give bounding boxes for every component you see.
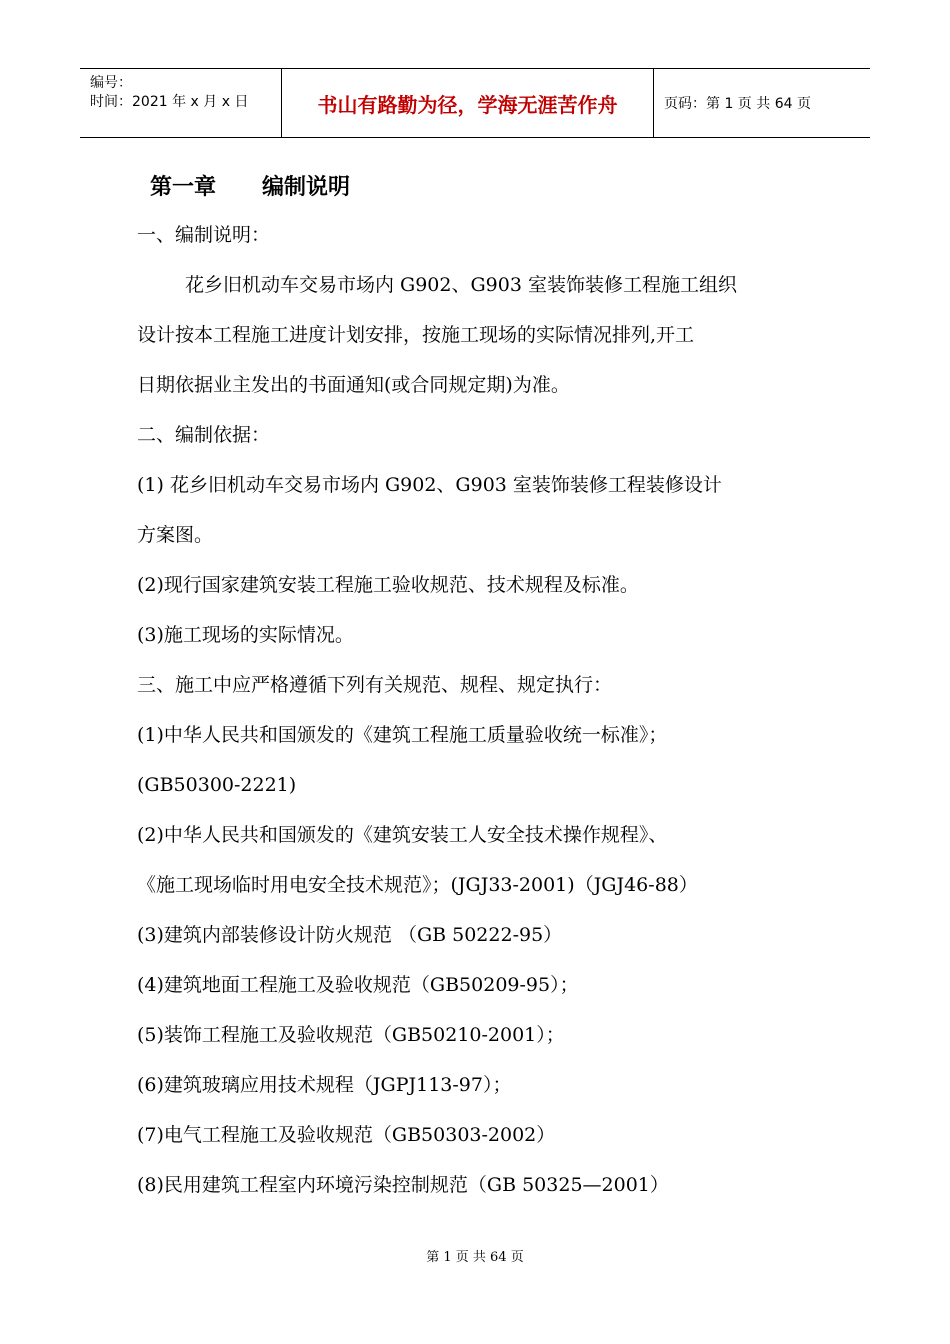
time-label: 时间：2021 年 x 月 x 日 xyxy=(90,94,249,110)
paragraph-line: 花乡旧机动车交易市场内 G902、G903 室装饰装修工程施工组织 xyxy=(185,274,737,296)
list-item: (6)建筑玻璃应用技术规程（JGPJ113-97）； xyxy=(137,1074,512,1096)
paragraph-line: 设计按本工程施工进度计划安排，按施工现场的实际情况排列,开工 xyxy=(137,324,695,346)
header-page-info: 页码：第 1 页 共 64 页 xyxy=(664,96,811,112)
chapter-title: 第一章 编制说明 xyxy=(150,175,350,200)
list-item: (GB50300-2221) xyxy=(137,774,297,796)
list-item: (3)建筑内部装修设计防火规范 （GB 50222-95） xyxy=(137,924,563,946)
list-item: 《施工现场临时用电安全技术规范》；(JGJ33-2001)（JGJ46-88） xyxy=(137,874,698,896)
list-item: (8)民用建筑工程室内环境污染控制规范（GB 50325—2001） xyxy=(137,1174,669,1196)
list-item: (1)中华人民共和国颁发的《建筑工程施工质量验收统一标准》； xyxy=(137,724,668,746)
paragraph-line: 日期依据业主发出的书面通知(或合同规定期)为准。 xyxy=(137,374,570,396)
list-item: (1) 花乡旧机动车交易市场内 G902、G903 室装饰装修工程装修设计 xyxy=(137,474,722,496)
header-motto: 书山有路勤为径，学海无涯苦作舟 xyxy=(282,69,654,137)
list-item: (4)建筑地面工程施工及验收规范（GB50209-95）； xyxy=(137,974,579,996)
list-item: (2)现行国家建筑安装工程施工验收规范、技术规程及标准。 xyxy=(137,574,639,596)
number-label: 编号： xyxy=(90,75,132,91)
list-item: (5)装饰工程施工及验收规范（GB50210-2001）； xyxy=(137,1024,565,1046)
list-item: (7)电气工程施工及验收规范（GB50303-2002） xyxy=(137,1124,556,1146)
page-header xyxy=(80,68,870,138)
header-meta-cell xyxy=(80,69,282,137)
list-item: (3)施工现场的实际情况。 xyxy=(137,624,354,646)
list-item: (2)中华人民共和国颁发的《建筑安装工人安全技术操作规程》、 xyxy=(137,824,668,846)
section-heading-2: 二、编制依据： xyxy=(137,424,271,446)
list-item: 方案图。 xyxy=(137,524,214,546)
section-heading-3: 三、施工中应严格遵循下列有关规范、规程、规定执行： xyxy=(137,674,613,696)
page-footer: 第 1 页 共 64 页 xyxy=(426,1250,524,1265)
section-heading-1: 一、编制说明： xyxy=(137,224,271,246)
